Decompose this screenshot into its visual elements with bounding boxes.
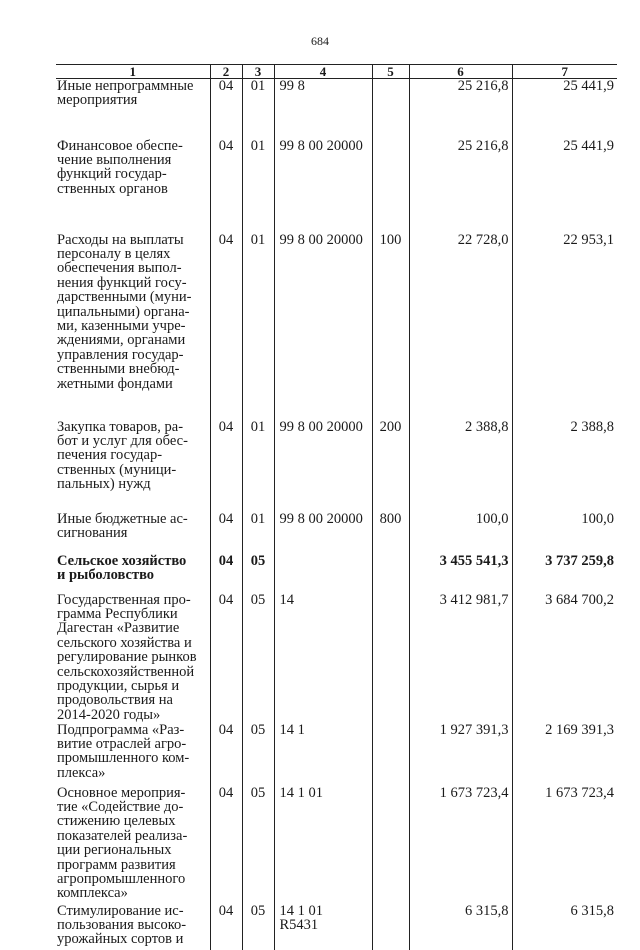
code-section: 04 [210,593,242,723]
page-number: 684 [311,34,329,48]
table-row [56,593,617,723]
column-header-2: 2 [210,65,242,79]
amount-year-1: 25 216,8 [409,79,512,139]
amount-year-2: 25 441,9 [512,139,617,233]
row-label: Стимулирование ис- пользования высоко- урожайных сортов и [57,902,187,948]
table-row [56,786,617,904]
amount-year-2: 1 673 723,4 [512,786,617,904]
code-subsection: 01 [242,512,274,554]
amount-year-1: 1 673 723,4 [409,786,512,904]
code-target-article: 99 8 00 20000 [274,512,372,554]
table-row [56,79,617,139]
column-header-4: 4 [274,65,372,79]
amount-year-2: 2 388,8 [512,420,617,512]
code-subsection: 05 [242,723,274,786]
row-label: Иные бюджетные ас- сигнования [57,510,188,541]
code-section: 04 [210,786,242,904]
code-target-article: 99 8 00 20000 [274,139,372,233]
code-target-article: 14 [274,593,372,723]
code-section: 04 [210,554,242,593]
code-expense-type: 200 [372,420,409,512]
table-row [56,723,617,786]
code-target-article: 99 8 [274,79,372,139]
row-label: Расходы на выплаты персоналу в целях обеспечения выпол- нения функций госу- дарственными (муни- ципальными) органа- ми, казенными учре- ждениями, органами управления государ- ственными внебюд- жетными фондами [57,231,192,392]
code-subsection: 05 [242,904,274,950]
table-row [56,512,617,554]
code-subsection: 01 [242,420,274,512]
code-expense-type [372,593,409,723]
row-label: Государственная про- грамма Республики Дагестан «Развитие сельского хозяйства и регулирование рынков сельскохозяйственной продукции, сырья и продовольствия на 2014-2020 годы» [57,591,197,723]
code-subsection: 01 [242,233,274,420]
amount-year-1: 3 412 981,7 [409,593,512,723]
amount-year-2: 25 441,9 [512,79,617,139]
code-target-article: 99 8 00 20000 [274,420,372,512]
code-subsection: 05 [242,554,274,593]
amount-year-2: 100,0 [512,512,617,554]
column-header-3: 3 [242,65,274,79]
code-expense-type [372,79,409,139]
code-expense-type [372,786,409,904]
amount-year-1: 25 216,8 [409,139,512,233]
code-expense-type: 800 [372,512,409,554]
code-subsection: 05 [242,593,274,723]
column-header-1: 1 [56,65,210,79]
code-expense-type [372,554,409,593]
code-section: 04 [210,79,242,139]
code-expense-type: 100 [372,233,409,420]
amount-year-2: 6 315,8 [512,904,617,950]
code-target-article: 14 1 01 [274,786,372,904]
amount-year-1: 22 728,0 [409,233,512,420]
code-subsection: 01 [242,139,274,233]
amount-year-1: 1 927 391,3 [409,723,512,786]
amount-year-1: 100,0 [409,512,512,554]
table-row [56,233,617,420]
code-subsection: 01 [242,79,274,139]
code-section: 04 [210,904,242,950]
code-section: 04 [210,420,242,512]
amount-year-1: 3 455 541,3 [409,554,512,593]
row-label: Сельское хозяйство и рыболовство [57,552,187,583]
table-row [56,139,617,233]
code-target-article: 99 8 00 20000 [274,233,372,420]
column-header-5: 5 [372,65,409,79]
code-expense-type [372,904,409,950]
column-header-6: 6 [409,65,512,79]
table-row [56,420,617,512]
amount-year-2: 22 953,1 [512,233,617,420]
code-target-article [274,554,372,593]
code-section: 04 [210,139,242,233]
row-label: Финансовое обеспе- чение выполнения функций государ- ственных органов [57,137,183,197]
row-label: Основное мероприя- тие «Содействие до- стижению целевых показателей реализа- ции региональных программ развития агропромышленного комплекса» [57,784,188,902]
row-label: Закупка товаров, ра- бот и услуг для обес- печения государ- ственных (муници- пальных) нужд [57,418,188,493]
amount-year-1: 2 388,8 [409,420,512,512]
code-target-article: 14 1 01 R5431 [274,904,372,950]
code-section: 04 [210,233,242,420]
column-header-7: 7 [512,65,617,79]
row-label: Иные непрограммные мероприятия [57,78,194,109]
table-row [56,554,617,593]
code-expense-type [372,139,409,233]
amount-year-2: 2 169 391,3 [512,723,617,786]
table-row [56,904,617,950]
table-header-row [56,65,617,79]
code-expense-type [372,723,409,786]
budget-table [56,64,617,950]
amount-year-2: 3 737 259,8 [512,554,617,593]
code-section: 04 [210,512,242,554]
code-subsection: 05 [242,786,274,904]
code-section: 04 [210,723,242,786]
row-label: Подпрограмма «Раз- витие отраслей агро- промышленного ком- плекса» [57,721,190,781]
code-target-article: 14 1 [274,723,372,786]
amount-year-2: 3 684 700,2 [512,593,617,723]
amount-year-1: 6 315,8 [409,904,512,950]
